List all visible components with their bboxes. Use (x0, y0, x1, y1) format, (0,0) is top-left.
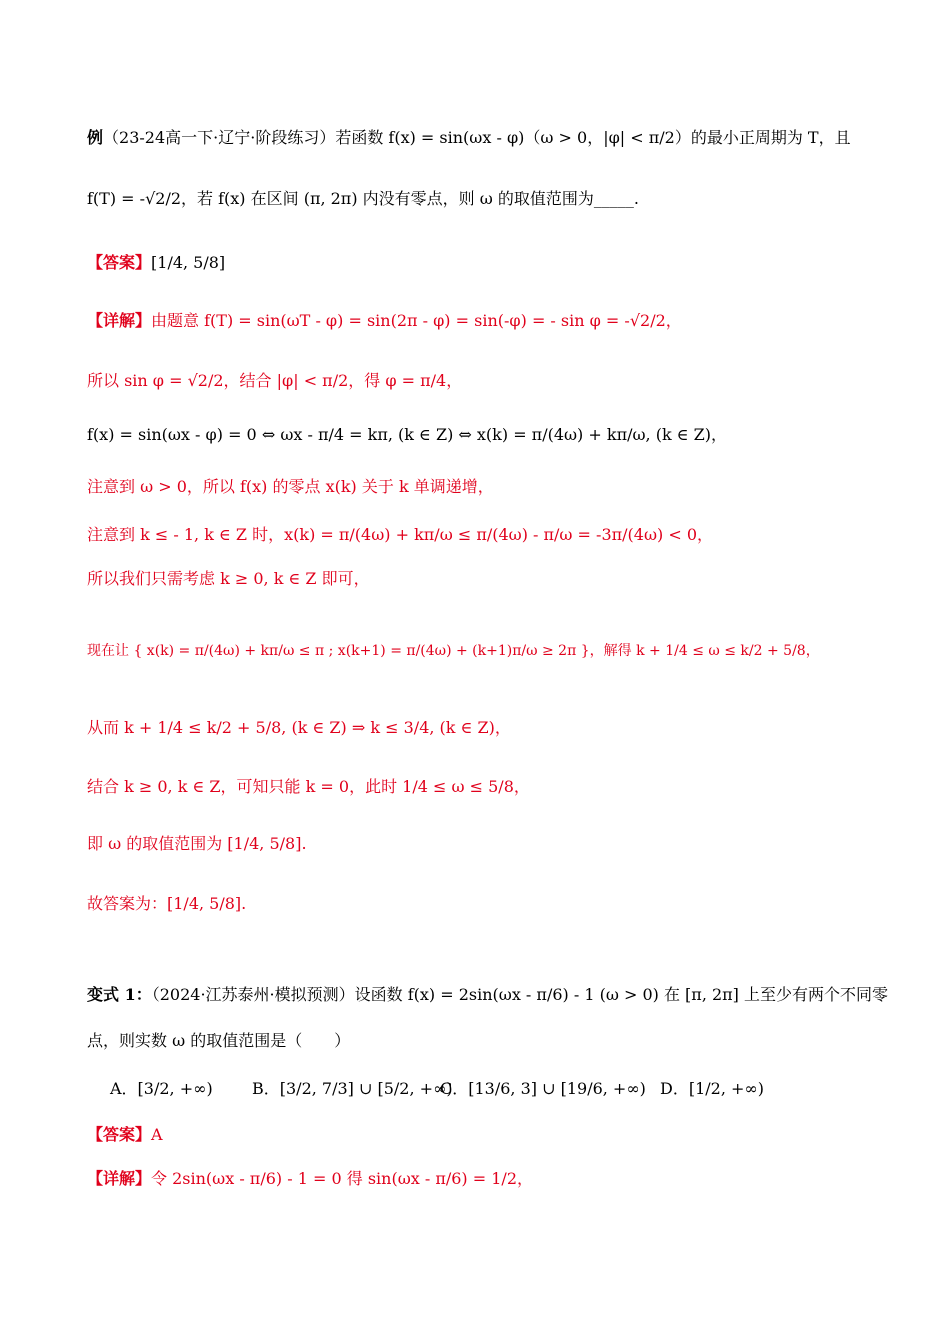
solution-1-text-4: 注意到 k ≤ - 1, k ∈ Z 时，x(k) = π/(4ω) + kπ/ω ≤ π/(4ω) - π/ω = -3π/(4ω) < 0， (87, 525, 714, 544)
solution-1-line-7 (87, 717, 511, 739)
solution-2-label: 【详解】 (87, 1169, 152, 1188)
solution-1-text-10: 故答案为：[1/4, 5/8]. (87, 894, 247, 913)
solution-1-line-9 (87, 833, 307, 855)
solution-1-label: 【详解】 (87, 311, 152, 330)
variant-1-text-2: 点，则实数 ω 的取值范围是（ ） (87, 1031, 351, 1050)
solution-1-line-8 (87, 776, 530, 798)
option-d: D．[1/2, +∞) (660, 1079, 764, 1098)
solution-1-line-1 (87, 370, 462, 392)
answer-2-label: 【答案】 (87, 1125, 152, 1144)
solution-1-line-2 (87, 424, 727, 446)
answer-1-label: 【答案】 (87, 253, 152, 272)
example-line-2 (87, 188, 639, 210)
variant-1-source: （2024·江苏泰州·模拟预测） (151, 985, 355, 1004)
variant-1-label: 变式 1： (87, 985, 152, 1004)
solution-1-text-8: 结合 k ≥ 0, k ∈ Z，可知只能 k = 0，此时 1/4 ≤ ω ≤ 5/8， (87, 777, 530, 796)
example-text-1: 若函数 f(x) = sin(ωx - φ)（ω > 0，|φ| < π/2）的最小正周期为 T，且 (335, 128, 851, 147)
example-source: （23-24高一下·辽宁·阶段练习） (103, 128, 336, 147)
solution-2-text: 令 2sin(ωx - π/6) - 1 = 0 得 sin(ωx - π/6) = 1/2， (151, 1169, 534, 1188)
solution-1-line-3 (87, 476, 494, 498)
solution-1-text-7: 从而 k + 1/4 ≤ k/2 + 5/8, (k ∈ Z) ⇒ k ≤ 3/4, (k ∈ Z)， (87, 718, 511, 737)
example-label: 例 (87, 128, 104, 147)
solution-1-text-2: f(x) = sin(ωx - φ) = 0 ⇔ ωx - π/4 = kπ, (k ∈ Z) ⇔ x(k) = π/(4ω) + kπ/ω, (k ∈ Z)， (87, 425, 728, 444)
solution-1-text-5: 所以我们只需考虑 k ≥ 0, k ∈ Z 即可， (87, 569, 370, 588)
solution-1-text-6: 现在让 { x(k) = π/(4ω) + kπ/ω ≤ π ; x(k+1) = π/(4ω) + (k+1)π/ω ≥ 2π }，解得 k + 1/4 ≤ ω ≤ k/2 + 5/8， (87, 643, 820, 659)
solution-1-line-4 (87, 524, 713, 546)
option-c: C．[13/6, 3] ∪ [19/6, +∞) (440, 1079, 646, 1098)
answer-1-value: [1/4, 5/8] (151, 253, 226, 272)
answer-2-value: A (151, 1125, 163, 1144)
solution-2-line (87, 1168, 533, 1190)
answer-2 (87, 1124, 163, 1146)
option-a: A．[3/2, +∞) (110, 1079, 213, 1098)
variant-1-line-2 (87, 1030, 350, 1052)
example-text-2: f(T) = -√2/2，若 f(x) 在区间 (π, 2π) 内没有零点，则 ω 的取值范围为_____. (87, 189, 639, 208)
variant-1-text-1: 设函数 f(x) = 2sin(ωx - π/6) - 1 (ω > 0) 在 [π, 2π] 上至少有两个不同零 (354, 985, 889, 1004)
example-line-1 (87, 127, 851, 149)
variant-1-line-1 (87, 984, 888, 1006)
solution-1-line-0 (87, 310, 682, 332)
option-b: B．[3/2, 7/3] ∪ [5/2, +∞) (252, 1079, 453, 1098)
solution-1-line-10 (87, 893, 246, 915)
solution-1-line-6 (87, 640, 820, 662)
solution-1-text-0: 由题意 f(T) = sin(ωT - φ) = sin(2π - φ) = sin(-φ) = - sin φ = -√2/2， (151, 311, 682, 330)
answer-1 (87, 252, 225, 274)
solution-1-text-1: 所以 sin φ = √2/2，结合 |φ| < π/2，得 φ = π/4， (87, 371, 463, 390)
solution-1-text-9: 即 ω 的取值范围为 [1/4, 5/8]. (87, 834, 307, 853)
solution-1-line-5 (87, 568, 370, 590)
solution-1-text-3: 注意到 ω > 0，所以 f(x) 的零点 x(k) 关于 k 单调递增， (87, 477, 494, 496)
